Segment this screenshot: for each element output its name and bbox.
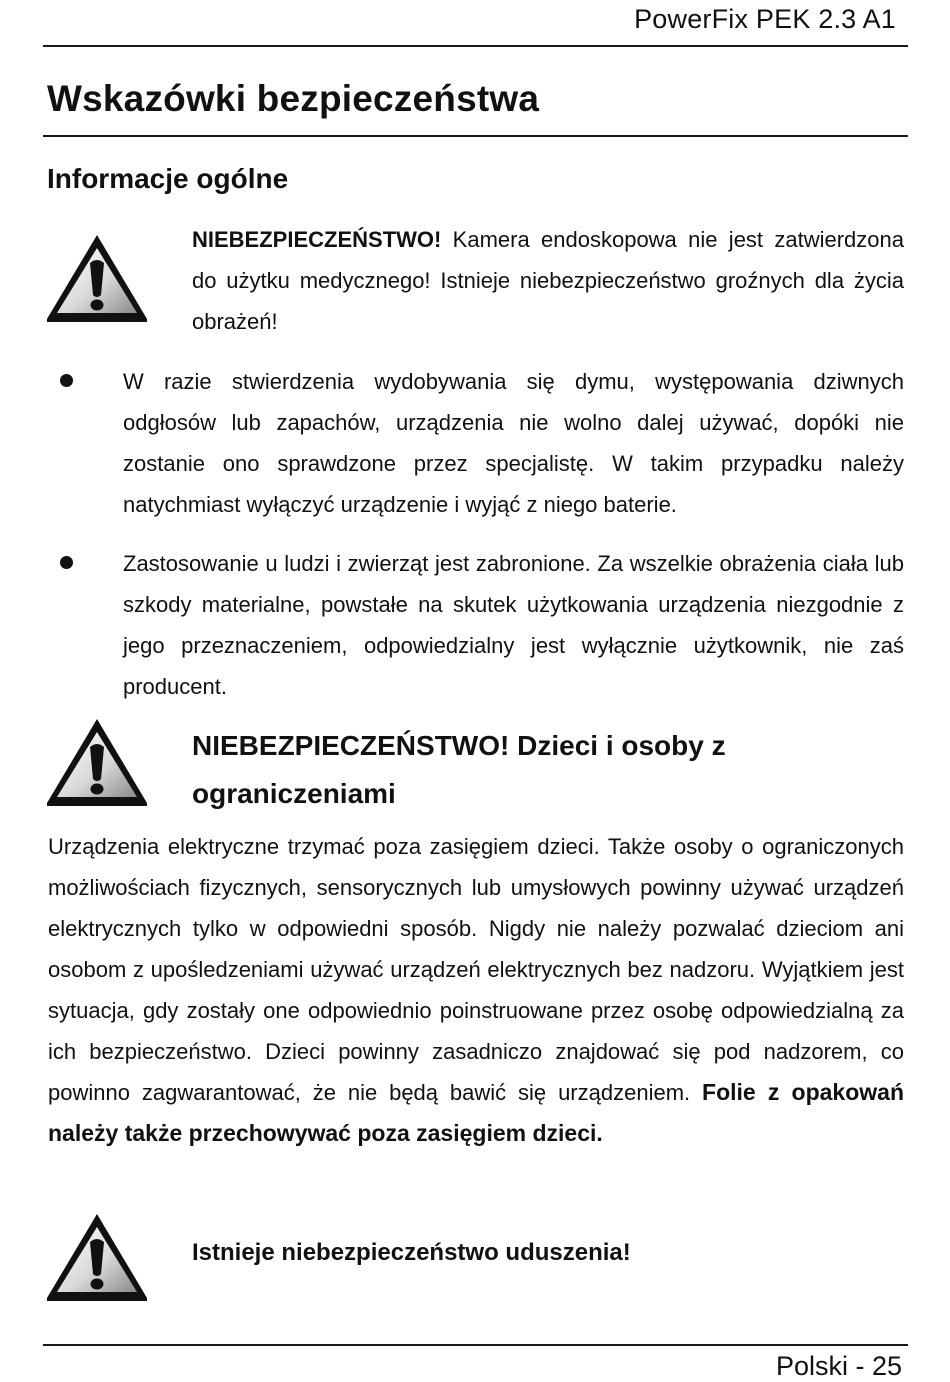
header-rule xyxy=(43,45,908,47)
running-header: PowerFix PEK 2.3 A1 xyxy=(634,4,896,34)
warning-triangle-icon xyxy=(45,717,149,807)
suffocation-warning: Istnieje niebezpieczeństwo uduszenia! xyxy=(192,1239,631,1266)
bullet-dot xyxy=(60,556,73,569)
children-warning-body xyxy=(48,826,904,1154)
medical-warning xyxy=(192,219,904,342)
bullet-item-smoke: W razie stwierdzenia wydobywania się dymu, występowania dziwnych odgłosów lub zapachów, urządzenia nie wolno dalej używać, dopóki nie zostanie ono sprawdzone przez specjalistę. W takim przypadku należy natychmiast wyłączyć urządzenie i wyjąć z niego baterie. xyxy=(123,369,904,517)
medical-warning-text: Kamera endoskopowa nie jest zatwierdzona do użytku medycznego! Istnieje niebezpieczeństwo groźnych dla życia obrażeń! xyxy=(192,227,904,334)
title-rule xyxy=(43,135,908,137)
page-number: Polski - 25 xyxy=(775,1351,902,1381)
footer-rule xyxy=(43,1344,908,1346)
warning-triangle-icon xyxy=(45,1212,149,1302)
section-title: Informacje ogólne xyxy=(47,163,289,194)
page-title: Wskazówki bezpieczeństwa xyxy=(47,78,540,119)
bullet-item-misuse: Zastosowanie u ludzi i zwierząt jest zabronione. Za wszelkie obrażenia ciała lub szkody materialne, powstałe na skutek użytkowania urządzenia niezgodnie z jego przeznaczeniem, odpowiedzialny jest wyłącznie użytkownik, nie zaś producent. xyxy=(123,551,904,699)
warning-triangle-icon xyxy=(45,233,149,323)
packaging-warning: Folie z opakowań należy także przechowywać poza zasięgiem dzieci. xyxy=(48,1079,905,1146)
bullet-dot xyxy=(60,374,73,387)
danger-label: NIEBEZPIECZEŃSTWO! xyxy=(192,227,442,252)
children-warning-heading: NIEBEZPIECZEŃSTWO! Dzieci i osoby z ograniczeniami xyxy=(192,730,726,809)
children-warning-text: Urządzenia elektryczne trzymać poza zasięgiem dzieci. Także osoby o ograniczonych możliwościach fizycznych, sensorycznych lub umysłowych powinny używać urządzeń elektrycznych tylko w odpowiedni sposób. Nigdy nie należy pozwalać dzieciom ani osobom z upośledzeniami używać urządzeń elektrycznych bez nadzoru. Wyjątkiem jest sytuacja, gdy zostały one odpowiednio poinstruowane przez osobę odpowiedzialną za ich bezpieczeństwo. Dzieci powinny zasadniczo znajdować się pod nadzorem, co powinno zagwarantować, że nie będą bawić się urządzeniem. xyxy=(48,834,904,1105)
